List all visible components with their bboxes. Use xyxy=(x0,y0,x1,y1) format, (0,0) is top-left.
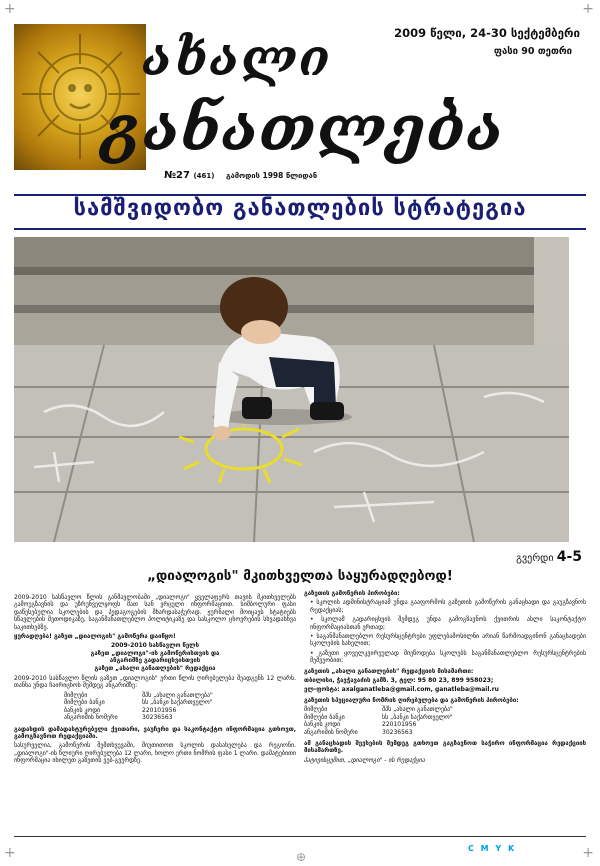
bank-value: 220101956 xyxy=(382,721,417,729)
contact-address: თბილისი, ჭავჭავაძის გამზ. 3, ტელ: 95 80 23, 899 958023; xyxy=(304,677,494,685)
condition-text: საგანმანათლებლო რესურსცენტრები უფლებამოსილნი არიან წარმოადგინონ განაცხადები სკოლების სახელით; xyxy=(310,633,586,648)
special-title: გაზეთის სპეციალური ნომრის ღირებულება და გამოწერის პირობები: xyxy=(304,696,519,704)
bank-key: მიმღები ბანკი xyxy=(64,699,105,707)
teaser-headline: „დიალოგის" მკითხველთა საყურადღებოდ! xyxy=(147,568,453,584)
condition-item: • გაზეთი ყოველკვირეულად მიეწოდება სკოლებს საგანმანათლებლო რესურსცენტრების მეშვეობით; xyxy=(310,649,586,665)
notice-line: 2009-2010 სასწავლო წელს xyxy=(110,642,200,650)
notice-line: ანგარიშზე გადარიცხვისთვის xyxy=(109,657,201,665)
notice-line: გაზეთ „ახალი განათლების" რედაქცია xyxy=(94,664,216,672)
bank-key: ბანკის კოდი xyxy=(304,721,341,729)
condition-item: • საგანმანათლებლო რესურსცენტრები უფლებამოსილნი არიან წარმოადგინონ განაცხადები სკოლების სახელით; xyxy=(310,633,586,648)
closing-note: ამ განაცხადის შევსების შემდეგ გთხოვთ გაგზავნოთ საჭირო ინფორმაცია რედაქციის მისამართზე. xyxy=(304,739,586,755)
bank-key: მიმღები ბანკი xyxy=(304,713,345,721)
crop-mark-bottom-right: + xyxy=(582,845,594,861)
right-column xyxy=(304,590,586,766)
masthead xyxy=(14,24,586,192)
contact-email: ელ-ფოსტა: axalganatleba@gmail.com, ganatleba@mail.ru xyxy=(304,686,499,694)
bank-value: სს „ბანკი საქართველო" xyxy=(382,713,453,721)
cmyk-text: C M Y K xyxy=(468,844,517,853)
cmyk-print-mark xyxy=(468,844,516,853)
left-remark: გადახდის დამადასტურებელი ქვითარი, ვაუჩერი და საკონტაქტო ინფორმაცია გთხოვთ, გამოგზავნოთ რედაქციაში. xyxy=(14,725,296,740)
crop-mark-top-right: + xyxy=(582,1,594,17)
notice-line: გაზეთ „დიალოგი"-ის გამოწერისთვის და xyxy=(90,649,220,657)
bank-value: შპს „ახალი განათლება" xyxy=(382,706,453,714)
bottom-rule xyxy=(14,836,586,837)
main-headline: სამშვიდობო განათლების სტრატეგია xyxy=(73,196,527,221)
bank-value: 30236563 xyxy=(382,728,413,736)
bank-value: 220101956 xyxy=(142,706,177,714)
bank-value: 30236563 xyxy=(142,714,173,722)
bank-key: ბანკის კოდი xyxy=(64,706,101,714)
masthead-title-line1: ახალი xyxy=(142,28,332,87)
issue-info xyxy=(164,170,317,181)
founded-line: გამოდის 1998 წლიდან xyxy=(225,171,318,180)
issue-number: №27 xyxy=(164,170,190,181)
bank-key: ანგარიშის ნომერი xyxy=(64,714,118,722)
contact-title: გაზეთის „ახალი განათლების" რედაქციის მისამართი: xyxy=(304,667,474,675)
crop-mark-bottom-left: + xyxy=(4,845,16,861)
notice-title: ყურადღება! გაზეთ „დიალოგის" გამოწერა დაიწყო! xyxy=(14,633,176,641)
condition-text: სკოლის ადმინისტრაციამ უნდა გააფორმოს გაზეთის გამოწერის განაცხადი და გაუგზავნოს რედაქციას; xyxy=(310,599,586,614)
issue-price: ფასი 90 თეთრი xyxy=(493,46,572,57)
left-bank-details xyxy=(64,692,296,722)
left-intro-paragraph: 2009-2010 სასწავლო წლის განმავლობაში „დიალოგი" ყველაფერს თავის მკითხველებს გამოუგზავნის და უზრუნველყოფს მათ სან ვრცელი ინფორმაციით. სიმბოლური ფასი დაწესებულია სკოლების და პედაგოგების მხარდასაჭერად. ჟურნალი მოიცავს სტატიებს სწავლების მეთოდიკაზე, საგანმანათლებლო პოლიტიკაზე და სასკოლო ცხოვრების სხვადასხვა საკითხებზე. xyxy=(14,594,296,631)
left-column xyxy=(14,594,296,767)
crop-mark-top-left: + xyxy=(4,1,16,17)
masthead-title-line2: განათლება xyxy=(102,92,505,165)
bank-value: სს „ბანკი საქართველო" xyxy=(142,699,213,707)
page-reference-pages: 4-5 xyxy=(556,549,582,565)
cover-photo-child-drawing-sun xyxy=(14,237,569,542)
bank-key: მიმღები xyxy=(304,706,328,714)
left-footer-paragraph: სასურველია, გამოწერის შემთხვევაში, მიუთითოთ სკოლის დასახელება და რეგიონი. „დიალოგი"-ის წლიური ღირებულება 12 ლარი, ხოლო ერთი ნომრის ფასი 1 ლარი. დამატებითი ინფორმაცია იხილეთ გაზეთის ვებ-გვერდზე. xyxy=(14,742,296,765)
headline-bottom-rule xyxy=(14,228,586,230)
conditions-title: გაზეთის გამოწერის პირობები: xyxy=(304,590,400,597)
condition-text: გაზეთი ყოველკვირეულად მიეწოდება სკოლებს საგანმანათლებლო რესურსცენტრების მეშვეობით; xyxy=(310,649,586,665)
issue-date: 2009 წელი, 24-30 სექტემბერი xyxy=(394,26,580,40)
left-body-paragraph: 2009-2010 სასწავლო წლის გაზეთ „დიალოგის" ერთი წლის ღირებულება შეადგენს 12 ლარს. თანხა უნდა ჩაირიცხოს შემდეგ ანგარიშზე: xyxy=(14,675,296,690)
right-bank-details xyxy=(304,706,586,736)
condition-item: • სკოლამ გადარიცხვის შემდეგ უნდა გამოგზავნოს ქვითრის ასლი საკონტაქტო ინფორმაციასთან ერთად; xyxy=(310,616,586,631)
condition-text: სკოლამ გადარიცხვის შემდეგ უნდა გამოგზავნოს ქვითრის ასლი საკონტაქტო ინფორმაციასთან ერთად; xyxy=(310,616,586,631)
page-reference-label: გვერდი xyxy=(516,553,554,564)
bank-key: ანგარიშის ნომერი xyxy=(304,728,358,736)
bank-value: შპს „ახალი განათლება" xyxy=(142,691,213,699)
signature: პატივისცემით, „დიალოგი" - ის რედაქცია xyxy=(304,756,425,764)
registration-mark: ⊕ xyxy=(296,850,307,864)
bank-key: მიმღები xyxy=(64,691,88,699)
condition-item: • სკოლის ადმინისტრაციამ უნდა გააფორმოს გაზეთის გამოწერის განაცხადი და გაუგზავნოს რედაქციას; xyxy=(310,599,586,614)
page-reference xyxy=(516,549,582,565)
issue-total: (461) xyxy=(193,172,215,180)
